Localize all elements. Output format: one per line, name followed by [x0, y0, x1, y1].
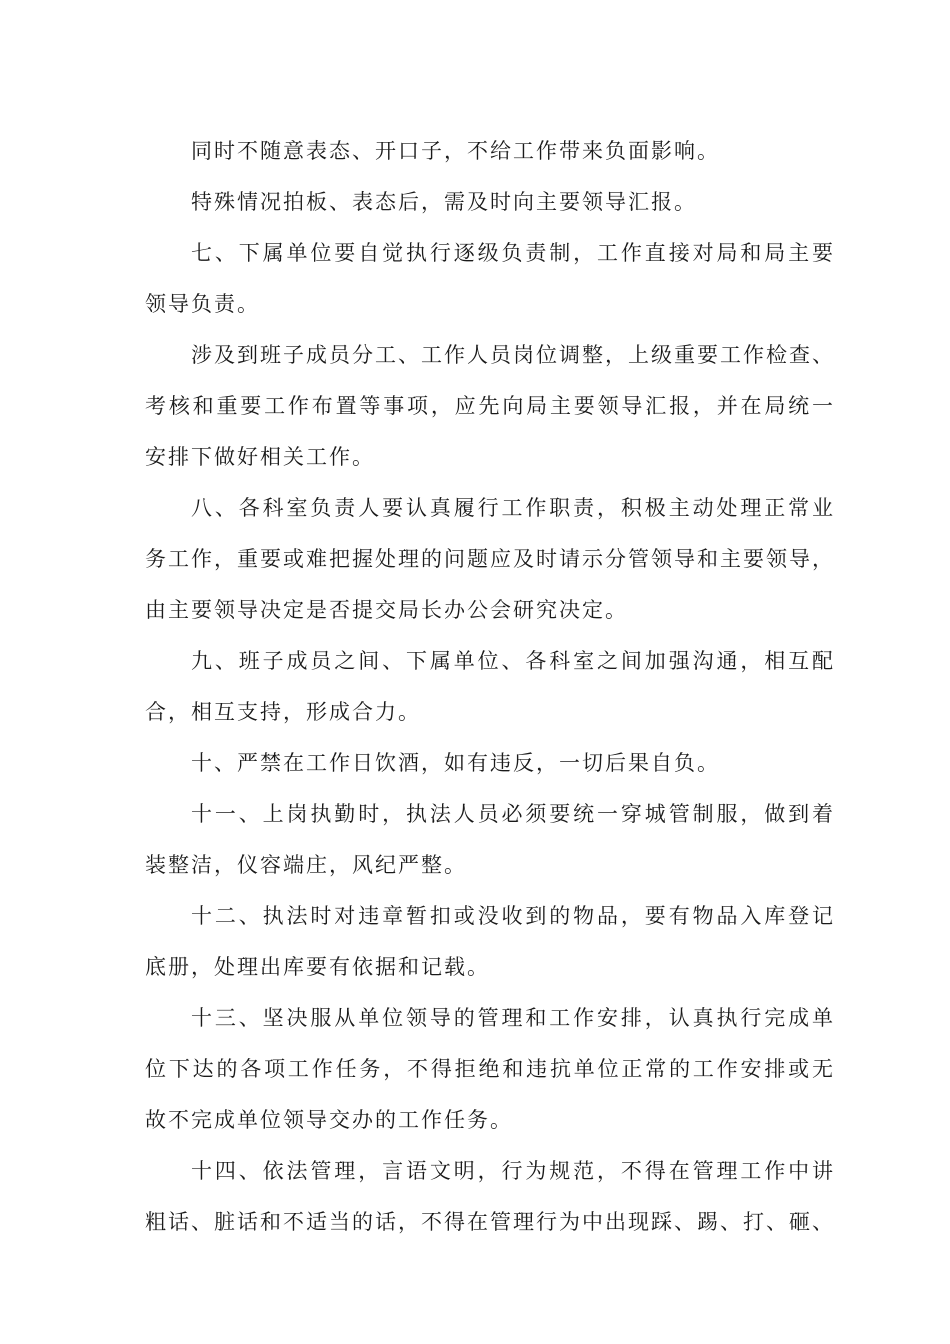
document-body [145, 126, 835, 1248]
text-line: 十一、上岗执勤时，执法人员必须要统一穿城管制服，做到着 [191, 802, 835, 826]
text-line: 故不完成单位领导交办的工作任务。 [145, 1108, 513, 1132]
text-line: 装整洁，仪容端庄，风纪严整。 [145, 853, 467, 877]
text-line: 九、班子成员之间、下属单位、各科室之间加强沟通，相互配 [191, 649, 835, 673]
text-line: 十三、坚决服从单位领导的管理和工作安排，认真执行完成单 [191, 1006, 835, 1030]
text-line: 安排下做好相关工作。 [145, 445, 375, 469]
text-line: 粗话、脏话和不适当的话，不得在管理行为中出现踩、踢、打、砸、 [145, 1210, 835, 1234]
text-line: 十四、依法管理，言语文明，行为规范，不得在管理工作中讲 [191, 1159, 835, 1183]
text-line: 十、严禁在工作日饮酒，如有违反，一切后果自负。 [191, 751, 720, 775]
text-line: 涉及到班子成员分工、工作人员岗位调整，上级重要工作检查、 [191, 343, 835, 367]
text-line: 七、下属单位要自觉执行逐级负责制，工作直接对局和局主要 [191, 241, 835, 265]
text-line: 底册，处理出库要有依据和记载。 [145, 955, 490, 979]
text-line: 八、各科室负责人要认真履行工作职责，积极主动处理正常业 [191, 496, 835, 520]
text-line: 合，相互支持，形成合力。 [145, 700, 421, 724]
text-line: 特殊情况拍板、表态后，需及时向主要领导汇报。 [191, 190, 697, 214]
text-line: 同时不随意表态、开口子，不给工作带来负面影响。 [191, 139, 720, 163]
text-line: 考核和重要工作布置等事项，应先向局主要领导汇报，并在局统一 [145, 394, 835, 418]
text-line: 十二、执法时对违章暂扣或没收到的物品，要有物品入库登记 [191, 904, 835, 928]
text-line: 领导负责。 [145, 292, 260, 316]
text-line: 由主要领导决定是否提交局长办公会研究决定。 [145, 598, 628, 622]
text-line: 务工作，重要或难把握处理的问题应及时请示分管领导和主要领导， [145, 547, 835, 571]
text-line: 位下达的各项工作任务，不得拒绝和违抗单位正常的工作安排或无 [145, 1057, 835, 1081]
